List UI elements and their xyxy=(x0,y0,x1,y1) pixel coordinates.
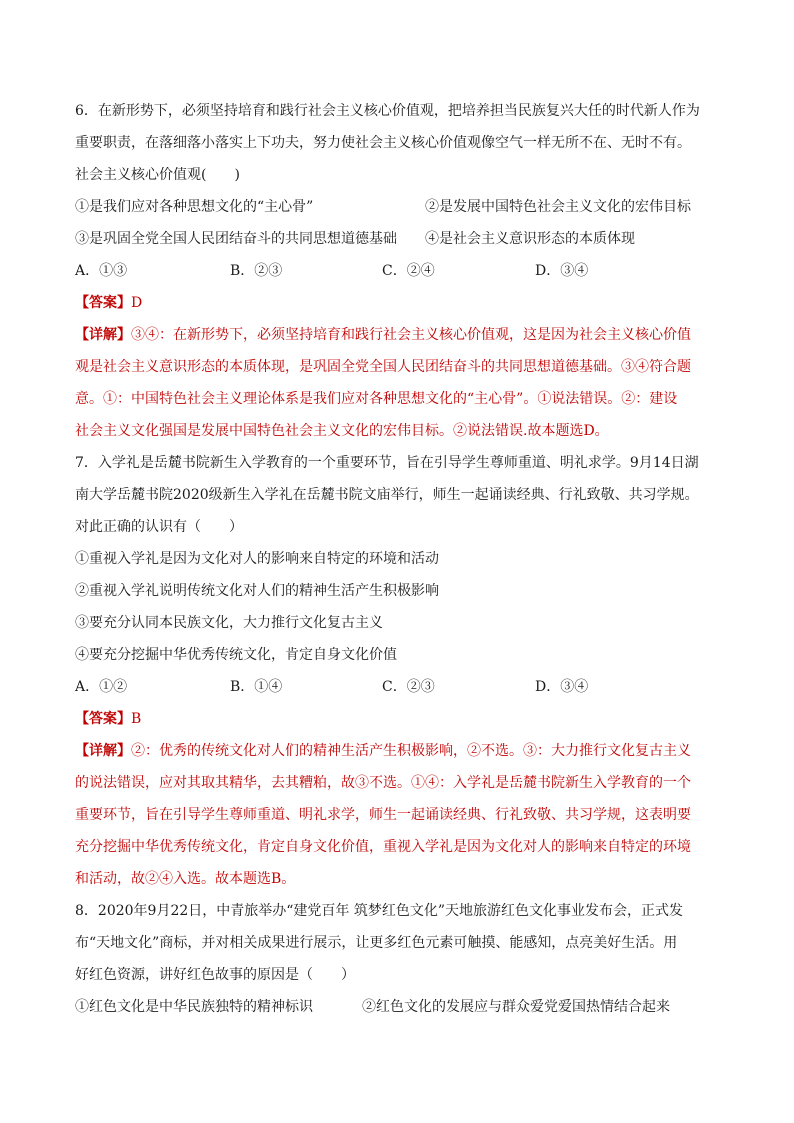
q7-detail-text-1: ②：优秀的传统文化对人们的精神生活产生积极影响，②不选。③：大力推行文化复古主义 xyxy=(131,743,691,759)
q7-detail-line-4: 充分挖掘中华优秀传统文化，肯定自身文化价值，重视入学礼是因为文化对人的影响来自特定的环境 xyxy=(75,839,691,855)
q6-detail-line-1 xyxy=(75,325,691,345)
q6-detail-line-4: 社会主义文化强国是发展中国特色社会主义文化的宏伟目标。②说法错误.故本题选D。 xyxy=(75,423,609,439)
q6-stem-line-3: 社会主义核心价值观( ) xyxy=(75,167,240,183)
q7-answer-value: B xyxy=(131,711,142,727)
q6-choice-a: A．①③ xyxy=(75,263,128,279)
q6-item-4: ④是社会主义意识形态的本质体现 xyxy=(425,231,635,247)
q7-detail-label: 【详解】 xyxy=(75,743,131,759)
q7-detail-line-2: 的说法错误，应对其取其精华，去其糟粕，故③不选。①④：入学礼是岳麓书院新生入学教育的一个 xyxy=(75,775,691,791)
q7-choice-d: D．③④ xyxy=(535,679,589,695)
q7-item-4: ④要充分挖掘中华优秀传统文化，肯定自身文化价值 xyxy=(75,647,397,663)
q7-item-1: ①重视入学礼是因为文化对人的影响来自特定的环境和活动 xyxy=(75,551,439,567)
q7-choice-b: B．①④ xyxy=(230,679,283,695)
q8-stem-line-1: 8．2020年9月22日，中青旅举办“建党百年 筑梦红色文化”天地旅游红色文化事业发布会，正式发 xyxy=(75,903,684,919)
q7-stem-line-3: 对此正确的认识有（ ） xyxy=(75,519,243,535)
q7-detail-line-5: 和活动，故②④入选。故本题选B。 xyxy=(75,871,296,887)
q6-stem-line-1: 6．在新形势下，必须坚持培育和践行社会主义核心价值观，把培养担当民族复兴大任的时代新人作为 xyxy=(75,103,700,119)
q6-choice-b: B．②③ xyxy=(230,263,283,279)
q7-item-3: ③要充分认同本民族文化，大力推行文化复古主义 xyxy=(75,615,383,631)
q7-stem-line-2: 南大学岳麓书院2020级新生入学礼在岳麓书院文庙举行，师生一起诵读经典、行礼致敬、共习学规。 xyxy=(75,487,699,503)
q7-choice-a: A．①② xyxy=(75,679,128,695)
q8-stem-line-2: 布“天地文化”商标，并对相关成果进行展示，让更多红色元素可触摸、能感知，点亮美好生活。用 xyxy=(75,935,678,951)
q8-item-1: ①红色文化是中华民族独特的精神标识 xyxy=(75,999,313,1015)
q6-answer-label: 【答案】 xyxy=(75,295,131,311)
q7-choice-c: C．②③ xyxy=(382,679,435,695)
q6-choice-d: D．③④ xyxy=(535,263,589,279)
q6-item-3: ③是巩固全党全国人民团结奋斗的共同思想道德基础 xyxy=(75,231,397,247)
q7-detail-line-1 xyxy=(75,741,691,761)
q6-answer xyxy=(75,293,142,313)
q7-stem-line-1: 7．入学礼是岳麓书院新生入学教育的一个重要环节，旨在引导学生尊师重道、明礼求学。9月14日湖 xyxy=(75,455,699,471)
q6-detail-line-2: 观是社会主义意识形态的本质体现，是巩固全党全国人民团结奋斗的共同思想道德基础。③④符合题 xyxy=(75,359,691,375)
q6-detail-text-1: ③④：在新形势下，必须坚持培育和践行社会主义核心价值观，这是因为社会主义核心价值 xyxy=(131,327,691,343)
q8-stem-line-3: 好红色资源，讲好红色故事的原因是（ ） xyxy=(75,967,355,983)
q7-answer-label: 【答案】 xyxy=(75,711,131,727)
q7-item-2: ②重视入学礼说明传统文化对人们的精神生活产生积极影响 xyxy=(75,583,439,599)
q7-detail-line-3: 重要环节，旨在引导学生尊师重道、明礼求学，师生一起诵读经典、行礼致敬、共习学规，这表明要 xyxy=(75,807,691,823)
q6-detail-label: 【详解】 xyxy=(75,327,131,343)
q6-item-1: ①是我们应对各种思想文化的“主心骨” xyxy=(75,199,314,215)
q6-detail-line-3: 意。①：中国特色社会主义理论体系是我们应对各种思想文化的“主心骨”。①说法错误。②：建设 xyxy=(75,391,678,407)
q8-item-2: ②红色文化的发展应与群众爱党爱国热情结合起来 xyxy=(362,999,670,1015)
q6-item-2: ②是发展中国特色社会主义文化的宏伟目标 xyxy=(425,199,691,215)
q7-answer xyxy=(75,709,141,729)
q6-stem-line-2: 重要职责，在落细落小落实上下功夫，努力使社会主义核心价值观像空气一样无所不在、无时不有。 xyxy=(75,135,691,151)
q6-choice-c: C．②④ xyxy=(382,263,435,279)
q6-answer-value: D xyxy=(131,295,143,311)
